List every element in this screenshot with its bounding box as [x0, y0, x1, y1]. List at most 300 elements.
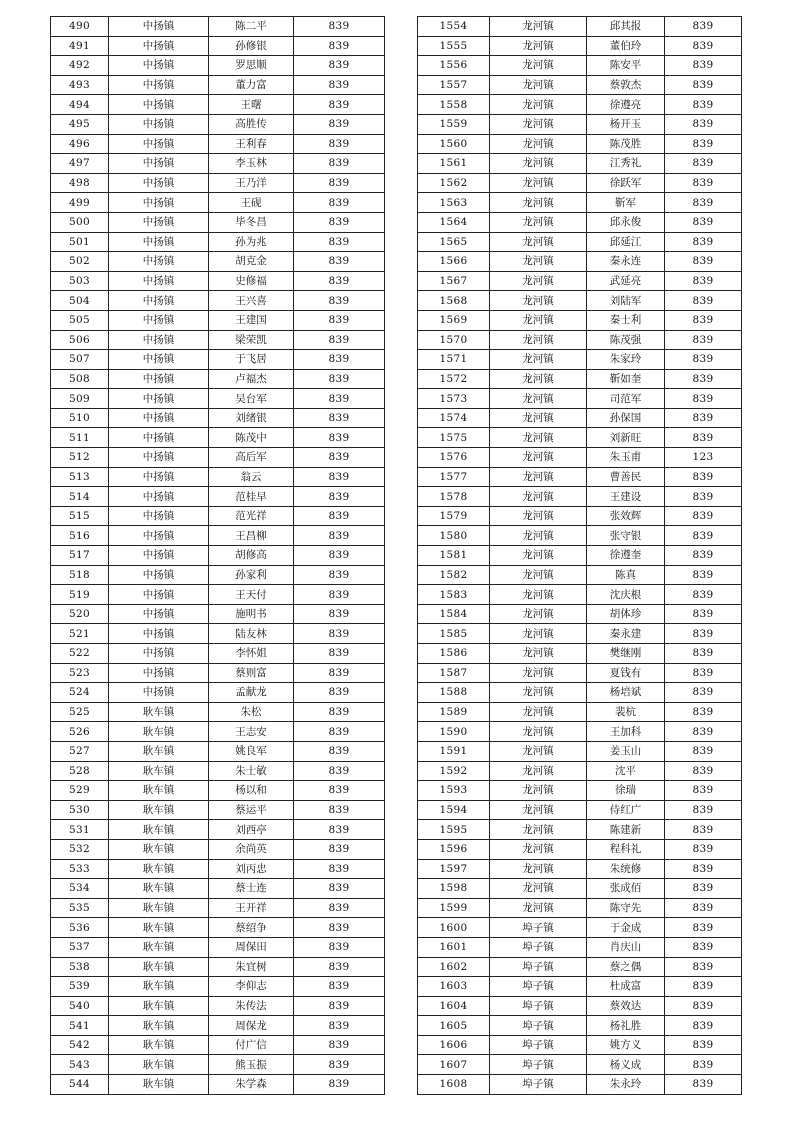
serial-number-cell: 1590	[418, 722, 490, 742]
town-cell: 龙河镇	[490, 761, 587, 781]
amount-cell: 839	[665, 996, 742, 1016]
table-row	[418, 75, 742, 95]
amount-cell: 839	[665, 937, 742, 957]
name-cell: 秦士利	[587, 310, 665, 330]
table-row	[418, 937, 742, 957]
town-cell: 龙河镇	[490, 722, 587, 742]
amount-cell: 839	[665, 644, 742, 664]
name-cell: 王天付	[209, 585, 294, 605]
serial-number-cell: 1575	[418, 428, 490, 448]
name-cell: 邱延江	[587, 232, 665, 252]
table-row	[418, 1055, 742, 1075]
amount-cell: 839	[294, 722, 385, 742]
town-cell: 埠子镇	[490, 996, 587, 1016]
town-cell: 龙河镇	[490, 741, 587, 761]
table-row	[418, 565, 742, 585]
name-cell: 靳如奎	[587, 369, 665, 389]
serial-number-cell: 1566	[418, 252, 490, 272]
table-row	[51, 1035, 385, 1055]
name-cell: 孙为兆	[209, 232, 294, 252]
serial-number-cell: 1589	[418, 702, 490, 722]
table-row	[51, 506, 385, 526]
serial-number-cell: 504	[51, 291, 109, 311]
serial-number-cell: 1598	[418, 879, 490, 899]
amount-cell: 839	[665, 114, 742, 134]
town-cell: 中扬镇	[109, 644, 209, 664]
amount-cell: 839	[665, 839, 742, 859]
amount-cell: 839	[294, 350, 385, 370]
town-cell: 龙河镇	[490, 800, 587, 820]
name-cell: 陈茂胜	[587, 134, 665, 154]
amount-cell: 839	[294, 17, 385, 37]
amount-cell: 839	[294, 624, 385, 644]
name-cell: 侍红广	[587, 800, 665, 820]
name-cell: 姚方义	[587, 1035, 665, 1055]
town-cell: 龙河镇	[490, 252, 587, 272]
serial-number-cell: 1580	[418, 526, 490, 546]
table-row	[51, 252, 385, 272]
serial-number-cell: 515	[51, 506, 109, 526]
town-cell: 中扬镇	[109, 565, 209, 585]
name-cell: 陈真	[587, 565, 665, 585]
amount-cell: 839	[665, 879, 742, 899]
serial-number-cell: 510	[51, 408, 109, 428]
serial-number-cell: 537	[51, 937, 109, 957]
amount-cell: 839	[294, 114, 385, 134]
table-row	[51, 546, 385, 566]
serial-number-cell: 1556	[418, 56, 490, 76]
right-roster-body	[418, 17, 742, 1095]
table-row	[51, 1016, 385, 1036]
town-cell: 中扬镇	[109, 448, 209, 468]
name-cell: 肖庆山	[587, 937, 665, 957]
amount-cell: 839	[294, 741, 385, 761]
table-row	[51, 428, 385, 448]
town-cell: 中扬镇	[109, 663, 209, 683]
name-cell: 刘陆军	[587, 291, 665, 311]
table-row	[418, 36, 742, 56]
amount-cell: 839	[665, 898, 742, 918]
amount-cell: 839	[665, 56, 742, 76]
table-row	[51, 957, 385, 977]
serial-number-cell: 509	[51, 389, 109, 409]
table-row	[418, 369, 742, 389]
name-cell: 朱传法	[209, 996, 294, 1016]
table-row	[418, 252, 742, 272]
name-cell: 蔡敦杰	[587, 75, 665, 95]
name-cell: 胡修高	[209, 546, 294, 566]
name-cell: 董力富	[209, 75, 294, 95]
name-cell: 陈茂中	[209, 428, 294, 448]
serial-number-cell: 541	[51, 1016, 109, 1036]
serial-number-cell: 1571	[418, 350, 490, 370]
serial-number-cell: 518	[51, 565, 109, 585]
town-cell: 中扬镇	[109, 291, 209, 311]
name-cell: 司范军	[587, 389, 665, 409]
amount-cell: 839	[294, 1016, 385, 1036]
name-cell: 杨培斌	[587, 683, 665, 703]
table-row	[51, 350, 385, 370]
amount-cell: 839	[294, 95, 385, 115]
amount-cell: 839	[294, 428, 385, 448]
serial-number-cell: 536	[51, 918, 109, 938]
name-cell: 王乃洋	[209, 173, 294, 193]
town-cell: 龙河镇	[490, 36, 587, 56]
amount-cell: 839	[294, 134, 385, 154]
amount-cell: 839	[665, 330, 742, 350]
table-row	[418, 56, 742, 76]
amount-cell: 839	[294, 467, 385, 487]
amount-cell: 839	[294, 918, 385, 938]
name-cell: 樊继刚	[587, 644, 665, 664]
table-row	[51, 95, 385, 115]
town-cell: 中扬镇	[109, 546, 209, 566]
name-cell: 梁荣凯	[209, 330, 294, 350]
amount-cell: 839	[665, 291, 742, 311]
amount-cell: 839	[665, 173, 742, 193]
serial-number-cell: 534	[51, 879, 109, 899]
amount-cell: 839	[665, 565, 742, 585]
amount-cell: 839	[294, 820, 385, 840]
town-cell: 耿车镇	[109, 1075, 209, 1095]
amount-cell: 839	[665, 487, 742, 507]
amount-cell: 839	[665, 154, 742, 174]
amount-cell: 839	[665, 212, 742, 232]
town-cell: 耿车镇	[109, 937, 209, 957]
amount-cell: 839	[294, 173, 385, 193]
amount-cell: 839	[665, 17, 742, 37]
amount-cell: 839	[294, 683, 385, 703]
table-row	[418, 604, 742, 624]
serial-number-cell: 1605	[418, 1016, 490, 1036]
name-cell: 秦永建	[587, 624, 665, 644]
table-row	[418, 859, 742, 879]
serial-number-cell: 495	[51, 114, 109, 134]
town-cell: 中扬镇	[109, 36, 209, 56]
town-cell: 耿车镇	[109, 702, 209, 722]
name-cell: 孙保国	[587, 408, 665, 428]
amount-cell: 839	[665, 820, 742, 840]
town-cell: 龙河镇	[490, 879, 587, 899]
serial-number-cell: 500	[51, 212, 109, 232]
name-cell: 杨开玉	[587, 114, 665, 134]
table-row	[418, 585, 742, 605]
amount-cell: 839	[294, 937, 385, 957]
amount-cell: 839	[665, 722, 742, 742]
table-row	[418, 193, 742, 213]
town-cell: 中扬镇	[109, 408, 209, 428]
amount-cell: 839	[665, 859, 742, 879]
table-row	[418, 761, 742, 781]
town-cell: 龙河镇	[490, 448, 587, 468]
town-cell: 中扬镇	[109, 56, 209, 76]
town-cell: 龙河镇	[490, 291, 587, 311]
table-row	[418, 389, 742, 409]
amount-cell: 839	[294, 1035, 385, 1055]
name-cell: 靳军	[587, 193, 665, 213]
name-cell: 蔡则富	[209, 663, 294, 683]
name-cell: 翁云	[209, 467, 294, 487]
town-cell: 中扬镇	[109, 95, 209, 115]
town-cell: 埠子镇	[490, 937, 587, 957]
serial-number-cell: 522	[51, 644, 109, 664]
town-cell: 中扬镇	[109, 330, 209, 350]
name-cell: 王昌柳	[209, 526, 294, 546]
name-cell: 秦永连	[587, 252, 665, 272]
amount-cell: 839	[294, 879, 385, 899]
serial-number-cell: 544	[51, 1075, 109, 1095]
name-cell: 胡体珍	[587, 604, 665, 624]
amount-cell: 839	[665, 663, 742, 683]
table-row	[418, 526, 742, 546]
serial-number-cell: 501	[51, 232, 109, 252]
table-row	[51, 36, 385, 56]
serial-number-cell: 538	[51, 957, 109, 977]
table-row	[418, 918, 742, 938]
amount-cell: 839	[665, 761, 742, 781]
table-row	[51, 448, 385, 468]
serial-number-cell: 1607	[418, 1055, 490, 1075]
town-cell: 耿车镇	[109, 839, 209, 859]
name-cell: 杨义成	[587, 1055, 665, 1075]
town-cell: 龙河镇	[490, 173, 587, 193]
town-cell: 龙河镇	[490, 193, 587, 213]
name-cell: 朱士敏	[209, 761, 294, 781]
amount-cell: 839	[665, 271, 742, 291]
serial-number-cell: 506	[51, 330, 109, 350]
serial-number-cell: 532	[51, 839, 109, 859]
name-cell: 王志安	[209, 722, 294, 742]
serial-number-cell: 1583	[418, 585, 490, 605]
table-row	[418, 898, 742, 918]
amount-cell: 839	[294, 644, 385, 664]
town-cell: 中扬镇	[109, 252, 209, 272]
serial-number-cell: 498	[51, 173, 109, 193]
serial-number-cell: 1593	[418, 781, 490, 801]
town-cell: 龙河镇	[490, 408, 587, 428]
amount-cell: 839	[294, 232, 385, 252]
table-row	[418, 212, 742, 232]
amount-cell: 839	[294, 506, 385, 526]
name-cell: 朱宜树	[209, 957, 294, 977]
table-row	[51, 604, 385, 624]
amount-cell: 839	[294, 898, 385, 918]
amount-cell: 839	[294, 193, 385, 213]
serial-number-cell: 1586	[418, 644, 490, 664]
name-cell: 蔡士连	[209, 879, 294, 899]
amount-cell: 839	[294, 252, 385, 272]
town-cell: 埠子镇	[490, 957, 587, 977]
table-row	[51, 741, 385, 761]
town-cell: 龙河镇	[490, 310, 587, 330]
amount-cell: 839	[294, 977, 385, 997]
name-cell: 蔡之偶	[587, 957, 665, 977]
serial-number-cell: 533	[51, 859, 109, 879]
amount-cell: 839	[665, 232, 742, 252]
name-cell: 陈守先	[587, 898, 665, 918]
serial-number-cell: 1587	[418, 663, 490, 683]
table-row	[418, 996, 742, 1016]
town-cell: 中扬镇	[109, 428, 209, 448]
name-cell: 王利春	[209, 134, 294, 154]
name-cell: 姜玉山	[587, 741, 665, 761]
serial-number-cell: 1600	[418, 918, 490, 938]
town-cell: 耿车镇	[109, 859, 209, 879]
serial-number-cell: 1585	[418, 624, 490, 644]
town-cell: 龙河镇	[490, 898, 587, 918]
table-row	[418, 310, 742, 330]
table-row	[418, 271, 742, 291]
serial-number-cell: 528	[51, 761, 109, 781]
amount-cell: 839	[665, 389, 742, 409]
town-cell: 龙河镇	[490, 154, 587, 174]
serial-number-cell: 1597	[418, 859, 490, 879]
amount-cell: 839	[294, 212, 385, 232]
serial-number-cell: 496	[51, 134, 109, 154]
amount-cell: 839	[294, 585, 385, 605]
serial-number-cell: 517	[51, 546, 109, 566]
name-cell: 李仰志	[209, 977, 294, 997]
amount-cell: 839	[294, 291, 385, 311]
serial-number-cell: 535	[51, 898, 109, 918]
serial-number-cell: 1563	[418, 193, 490, 213]
table-row	[51, 134, 385, 154]
table-row	[418, 663, 742, 683]
amount-cell: 839	[665, 604, 742, 624]
town-cell: 中扬镇	[109, 193, 209, 213]
name-cell: 于飞居	[209, 350, 294, 370]
name-cell: 朱统修	[587, 859, 665, 879]
town-cell: 龙河镇	[490, 781, 587, 801]
serial-number-cell: 1582	[418, 565, 490, 585]
left-roster-body	[51, 17, 385, 1095]
amount-cell: 839	[294, 859, 385, 879]
town-cell: 龙河镇	[490, 56, 587, 76]
name-cell: 朱松	[209, 702, 294, 722]
town-cell: 中扬镇	[109, 350, 209, 370]
town-cell: 耿车镇	[109, 898, 209, 918]
amount-cell: 839	[665, 1075, 742, 1095]
name-cell: 高后军	[209, 448, 294, 468]
serial-number-cell: 503	[51, 271, 109, 291]
table-row	[418, 291, 742, 311]
amount-cell: 839	[294, 448, 385, 468]
serial-number-cell: 1606	[418, 1035, 490, 1055]
name-cell: 朱学森	[209, 1075, 294, 1095]
serial-number-cell: 1554	[418, 17, 490, 37]
amount-cell: 839	[294, 310, 385, 330]
name-cell: 姚良军	[209, 741, 294, 761]
table-row	[418, 448, 742, 468]
town-cell: 龙河镇	[490, 859, 587, 879]
serial-number-cell: 1602	[418, 957, 490, 977]
amount-cell: 839	[665, 408, 742, 428]
serial-number-cell: 520	[51, 604, 109, 624]
serial-number-cell: 1579	[418, 506, 490, 526]
table-row	[51, 937, 385, 957]
name-cell: 高胜传	[209, 114, 294, 134]
name-cell: 张效辉	[587, 506, 665, 526]
serial-number-cell: 499	[51, 193, 109, 213]
town-cell: 龙河镇	[490, 428, 587, 448]
name-cell: 王兴喜	[209, 291, 294, 311]
town-cell: 龙河镇	[490, 546, 587, 566]
name-cell: 陈茂强	[587, 330, 665, 350]
serial-number-cell: 507	[51, 350, 109, 370]
amount-cell: 839	[665, 546, 742, 566]
amount-cell: 839	[294, 36, 385, 56]
name-cell: 董伯玲	[587, 36, 665, 56]
town-cell: 耿车镇	[109, 820, 209, 840]
name-cell: 沈平	[587, 761, 665, 781]
town-cell: 中扬镇	[109, 134, 209, 154]
serial-number-cell: 1576	[418, 448, 490, 468]
table-row	[51, 310, 385, 330]
table-row	[51, 722, 385, 742]
town-cell: 龙河镇	[490, 506, 587, 526]
serial-number-cell: 531	[51, 820, 109, 840]
serial-number-cell: 491	[51, 36, 109, 56]
amount-cell: 839	[294, 1055, 385, 1075]
town-cell: 中扬镇	[109, 389, 209, 409]
serial-number-cell: 1560	[418, 134, 490, 154]
serial-number-cell: 529	[51, 781, 109, 801]
town-cell: 耿车镇	[109, 761, 209, 781]
amount-cell: 839	[665, 95, 742, 115]
name-cell: 朱家玲	[587, 350, 665, 370]
amount-cell: 839	[665, 350, 742, 370]
serial-number-cell: 1565	[418, 232, 490, 252]
amount-cell: 839	[665, 624, 742, 644]
table-row	[51, 330, 385, 350]
table-row	[418, 839, 742, 859]
town-cell: 龙河镇	[490, 134, 587, 154]
table-row	[51, 918, 385, 938]
serial-number-cell: 1599	[418, 898, 490, 918]
amount-cell: 839	[665, 1035, 742, 1055]
amount-cell: 839	[665, 1055, 742, 1075]
name-cell: 周保田	[209, 937, 294, 957]
serial-number-cell: 497	[51, 154, 109, 174]
serial-number-cell: 542	[51, 1035, 109, 1055]
serial-number-cell: 1603	[418, 977, 490, 997]
table-row	[418, 644, 742, 664]
serial-number-cell: 1608	[418, 1075, 490, 1095]
serial-number-cell: 1572	[418, 369, 490, 389]
name-cell: 史修福	[209, 271, 294, 291]
amount-cell: 839	[665, 741, 742, 761]
serial-number-cell: 1559	[418, 114, 490, 134]
name-cell: 罗思顺	[209, 56, 294, 76]
town-cell: 中扬镇	[109, 114, 209, 134]
amount-cell: 839	[294, 565, 385, 585]
serial-number-cell: 543	[51, 1055, 109, 1075]
table-row	[418, 114, 742, 134]
table-row	[418, 781, 742, 801]
amount-cell: 839	[665, 310, 742, 330]
amount-cell: 839	[294, 761, 385, 781]
table-row	[51, 839, 385, 859]
town-cell: 埠子镇	[490, 1035, 587, 1055]
table-row	[51, 369, 385, 389]
amount-cell: 839	[294, 604, 385, 624]
serial-number-cell: 527	[51, 741, 109, 761]
serial-number-cell: 524	[51, 683, 109, 703]
town-cell: 耿车镇	[109, 781, 209, 801]
serial-number-cell: 1588	[418, 683, 490, 703]
serial-number-cell: 502	[51, 252, 109, 272]
serial-number-cell: 1591	[418, 741, 490, 761]
